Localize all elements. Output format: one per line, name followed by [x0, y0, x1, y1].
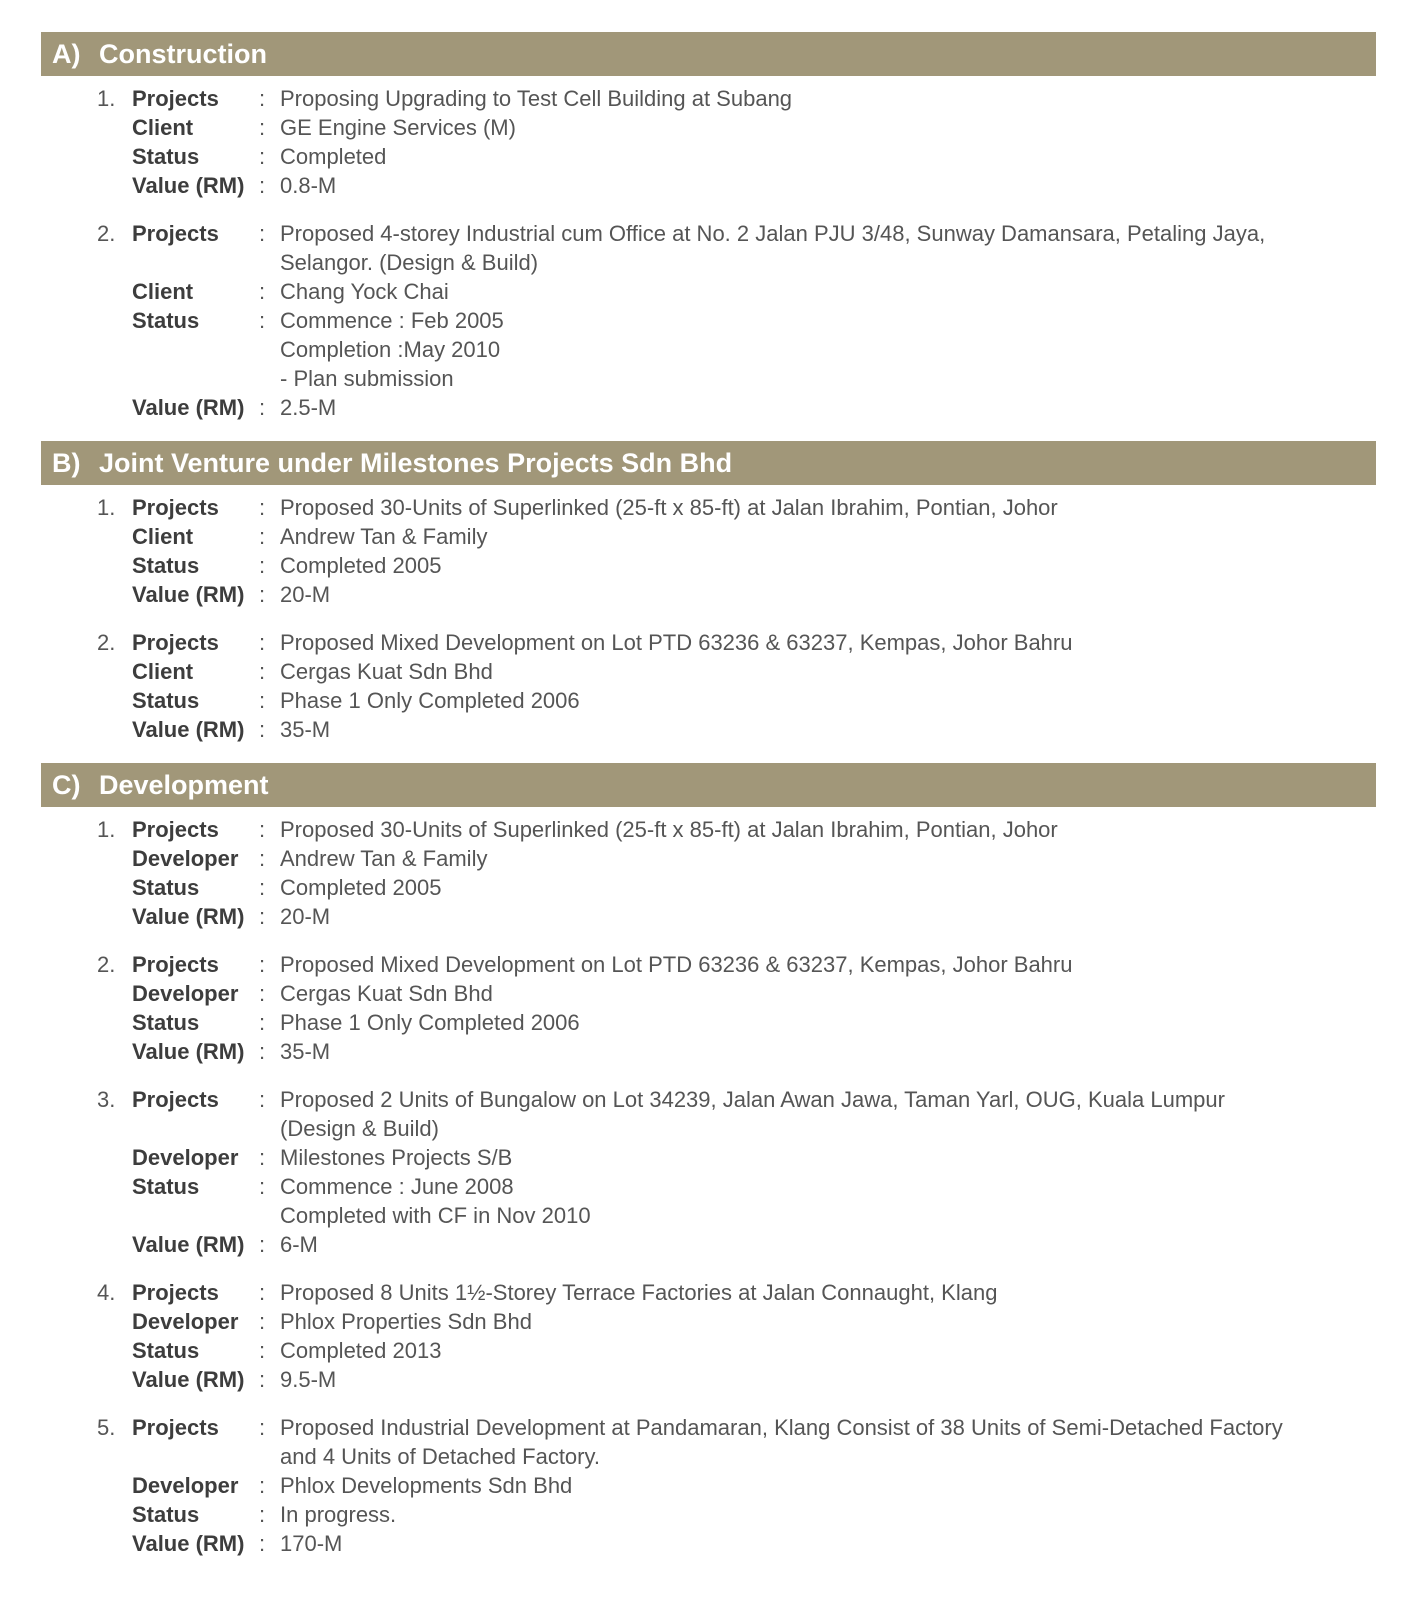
field-colon: : [259, 1087, 266, 1112]
field-label: Status [132, 144, 200, 169]
field-colon: : [259, 1473, 266, 1498]
field-label: Value (RM) [132, 717, 245, 742]
field-value-line: Phase 1 Only Completed 2006 [280, 1010, 580, 1035]
field-value [280, 1413, 1387, 1471]
field-row [97, 551, 1387, 580]
field-row [97, 715, 1387, 744]
field-value [280, 686, 1387, 715]
project-item [97, 219, 1387, 422]
section-header [41, 32, 1376, 76]
project-number: 5. [97, 1415, 116, 1440]
field-colon: : [259, 688, 266, 713]
field-label: Value (RM) [132, 1232, 245, 1257]
project-number: 2. [97, 630, 116, 655]
field-colon: : [259, 717, 266, 742]
field-row [97, 1085, 1387, 1143]
field-value-line: In progress. [280, 1502, 397, 1527]
field-colon: : [259, 1338, 266, 1363]
field-value-line: Andrew Tan & Family [280, 846, 488, 871]
section-title: Joint Venture under Milestones Projects Sdn Bhd [99, 447, 733, 478]
section-title: Development [99, 769, 269, 800]
field-colon: : [259, 582, 266, 607]
field-value-line: - Plan submission [280, 366, 454, 391]
field-label: Projects [132, 1280, 219, 1305]
field-value-line: Completed 2005 [280, 553, 442, 578]
field-value-line: GE Engine Services (M) [280, 115, 516, 140]
project-item [97, 815, 1387, 931]
field-value-line: Proposed Industrial Development at Pandamaran, Klang Consist of 38 Units of Semi-Detached Factory [280, 1415, 1283, 1440]
field-row [97, 1500, 1387, 1529]
field-label: Developer [132, 1309, 239, 1334]
field-row [97, 979, 1387, 1008]
field-row [97, 1413, 1387, 1471]
section [0, 763, 1417, 1558]
field-value [280, 1471, 1387, 1500]
field-value [280, 522, 1387, 551]
field-value [280, 950, 1387, 979]
field-row [97, 873, 1387, 902]
field-row [97, 1307, 1387, 1336]
field-colon: : [259, 1280, 266, 1305]
project-item [97, 1413, 1387, 1558]
field-label: Projects [132, 817, 219, 842]
field-value-line: Proposed Mixed Development on Lot PTD 63236 & 63237, Kempas, Johor Bahru [280, 952, 1073, 977]
field-label: Projects [132, 1415, 219, 1440]
field-row [97, 1336, 1387, 1365]
field-value [280, 1529, 1387, 1558]
field-value [280, 844, 1387, 873]
field-row [97, 844, 1387, 873]
field-value-line: Selangor. (Design & Build) [280, 250, 539, 275]
field-label: Value (RM) [132, 1039, 245, 1064]
field-value-line: Completed with CF in Nov 2010 [280, 1203, 591, 1228]
field-value-line: Proposed Mixed Development on Lot PTD 63236 & 63237, Kempas, Johor Bahru [280, 630, 1073, 655]
field-value-line: 35-M [280, 717, 331, 742]
project-number: 2. [97, 221, 116, 246]
field-value-line: 0.8-M [280, 173, 337, 198]
field-label: Value (RM) [132, 1367, 245, 1392]
field-label: Projects [132, 221, 219, 246]
project-item [97, 628, 1387, 744]
section-header [41, 441, 1376, 485]
field-label: Value (RM) [132, 173, 245, 198]
field-row [97, 580, 1387, 609]
field-label: Status [132, 308, 200, 333]
field-value-line: Proposing Upgrading to Test Cell Building at Subang [280, 86, 793, 111]
field-value [280, 580, 1387, 609]
field-value [280, 873, 1387, 902]
section [0, 32, 1417, 422]
project-number: 1. [97, 86, 116, 111]
project-list-document [0, 32, 1417, 1577]
field-value-line: Andrew Tan & Family [280, 524, 488, 549]
field-row [97, 657, 1387, 686]
field-value [280, 219, 1387, 277]
field-row [97, 1365, 1387, 1394]
field-row [97, 1037, 1387, 1066]
field-value-line: Proposed 8 Units 1½-Storey Terrace Factories at Jalan Connaught, Klang [280, 1280, 998, 1305]
section-header [41, 763, 1376, 807]
field-value [280, 1278, 1387, 1307]
field-colon: : [259, 1531, 266, 1556]
field-row [97, 493, 1387, 522]
field-value [280, 306, 1387, 393]
project-item [97, 1085, 1387, 1259]
project-number: 2. [97, 952, 116, 977]
field-label: Client [132, 659, 194, 684]
field-value-line: Commence : June 2008 [280, 1174, 514, 1199]
field-colon: : [259, 875, 266, 900]
field-value-line: Proposed 30-Units of Superlinked (25-ft x 85-ft) at Jalan Ibrahim, Pontian, Johor [280, 495, 1058, 520]
field-label: Value (RM) [132, 395, 245, 420]
field-value-line: Completed [280, 144, 387, 169]
field-colon: : [259, 308, 266, 333]
field-value-line: 35-M [280, 1039, 331, 1064]
field-value [280, 1365, 1387, 1394]
field-colon: : [259, 817, 266, 842]
field-label: Status [132, 1174, 200, 1199]
field-value-line: 170-M [280, 1531, 343, 1556]
field-value [280, 1037, 1387, 1066]
field-label: Projects [132, 630, 219, 655]
field-row [97, 628, 1387, 657]
field-value [280, 84, 1387, 113]
field-value [280, 277, 1387, 306]
field-value [280, 628, 1387, 657]
field-colon: : [259, 395, 266, 420]
field-label: Projects [132, 86, 219, 111]
field-colon: : [259, 524, 266, 549]
section-title: Construction [99, 38, 267, 69]
field-row [97, 902, 1387, 931]
field-colon: : [259, 495, 266, 520]
project-list [0, 76, 1417, 422]
project-list [0, 807, 1417, 1558]
field-value [280, 815, 1387, 844]
field-colon: : [259, 86, 266, 111]
field-value [280, 1307, 1387, 1336]
field-value-line: Proposed 2 Units of Bungalow on Lot 34239, Jalan Awan Jawa, Taman Yarl, OUG, Kuala Lumpur [280, 1087, 1225, 1112]
field-label: Status [132, 1010, 200, 1035]
field-value-line: 9.5-M [280, 1367, 337, 1392]
field-value [280, 171, 1387, 200]
field-row [97, 1172, 1387, 1230]
field-row [97, 1529, 1387, 1558]
field-value [280, 551, 1387, 580]
field-row [97, 1278, 1387, 1307]
field-value [280, 142, 1387, 171]
field-label: Status [132, 1502, 200, 1527]
field-value-line: Completion :May 2010 [280, 337, 501, 362]
field-value-line: Milestones Projects S/B [280, 1145, 513, 1170]
field-value [280, 715, 1387, 744]
field-row [97, 1471, 1387, 1500]
field-row [97, 686, 1387, 715]
field-label: Status [132, 875, 200, 900]
field-value-line: Proposed 4-storey Industrial cum Office at No. 2 Jalan PJU 3/48, Sunway Damansara, Petaling Jaya, [280, 221, 1266, 246]
project-item [97, 950, 1387, 1066]
field-label: Status [132, 688, 200, 713]
field-value-line: Proposed 30-Units of Superlinked (25-ft x 85-ft) at Jalan Ibrahim, Pontian, Johor [280, 817, 1058, 842]
field-row [97, 950, 1387, 979]
field-colon: : [259, 115, 266, 140]
field-colon: : [259, 1010, 266, 1035]
project-number: 4. [97, 1280, 116, 1305]
field-row [97, 306, 1387, 393]
field-value [280, 1172, 1387, 1230]
field-row [97, 522, 1387, 551]
section-letter: A) [52, 38, 81, 69]
field-value-line: (Design & Build) [280, 1116, 439, 1141]
field-value [280, 1336, 1387, 1365]
field-label: Client [132, 115, 194, 140]
field-colon: : [259, 630, 266, 655]
field-row [97, 393, 1387, 422]
field-value [280, 113, 1387, 142]
field-row [97, 815, 1387, 844]
field-value [280, 1008, 1387, 1037]
field-row [97, 1230, 1387, 1259]
field-value [280, 393, 1387, 422]
section-letter: B) [52, 447, 81, 478]
field-value-line: Completed 2013 [280, 1338, 442, 1363]
field-value [280, 1143, 1387, 1172]
field-label: Client [132, 279, 194, 304]
field-value-line: and 4 Units of Detached Factory. [280, 1444, 600, 1469]
field-value-line: 2.5-M [280, 395, 337, 420]
field-colon: : [259, 553, 266, 578]
field-value [280, 493, 1387, 522]
field-label: Projects [132, 952, 219, 977]
field-label: Projects [132, 495, 219, 520]
field-row [97, 84, 1387, 113]
section [0, 441, 1417, 744]
field-value [280, 902, 1387, 931]
section-letter: C) [52, 769, 81, 800]
field-colon: : [259, 173, 266, 198]
field-value [280, 657, 1387, 686]
field-colon: : [259, 1145, 266, 1170]
field-value [280, 1230, 1387, 1259]
field-label: Value (RM) [132, 582, 245, 607]
field-colon: : [259, 904, 266, 929]
field-value-line: Cergas Kuat Sdn Bhd [280, 659, 493, 684]
field-value [280, 1500, 1387, 1529]
field-colon: : [259, 1502, 266, 1527]
field-label: Projects [132, 1087, 219, 1112]
field-value [280, 979, 1387, 1008]
field-value-line: 20-M [280, 582, 331, 607]
field-value-line: Commence : Feb 2005 [280, 308, 504, 333]
field-value [280, 1085, 1387, 1143]
project-number: 1. [97, 817, 116, 842]
field-row [97, 219, 1387, 277]
field-label: Developer [132, 1473, 239, 1498]
field-colon: : [259, 144, 266, 169]
field-row [97, 171, 1387, 200]
field-colon: : [259, 1232, 266, 1257]
field-colon: : [259, 952, 266, 977]
field-row [97, 113, 1387, 142]
project-number: 3. [97, 1087, 116, 1112]
field-label: Developer [132, 1145, 239, 1170]
field-value-line: 6-M [280, 1232, 318, 1257]
field-colon: : [259, 1039, 266, 1064]
field-value-line: 20-M [280, 904, 331, 929]
field-colon: : [259, 846, 266, 871]
field-value-line: Chang Yock Chai [280, 279, 449, 304]
project-number: 1. [97, 495, 116, 520]
project-item [97, 493, 1387, 609]
field-colon: : [259, 981, 266, 1006]
field-row [97, 277, 1387, 306]
field-row [97, 1143, 1387, 1172]
field-label: Value (RM) [132, 904, 245, 929]
field-colon: : [259, 659, 266, 684]
field-label: Status [132, 553, 200, 578]
project-list [0, 485, 1417, 744]
field-row [97, 1008, 1387, 1037]
field-label: Status [132, 1338, 200, 1363]
field-label: Value (RM) [132, 1531, 245, 1556]
field-label: Developer [132, 981, 239, 1006]
field-value-line: Completed 2005 [280, 875, 442, 900]
field-colon: : [259, 1415, 266, 1440]
project-item [97, 84, 1387, 200]
field-value-line: Phlox Properties Sdn Bhd [280, 1309, 532, 1334]
field-row [97, 142, 1387, 171]
field-value-line: Phase 1 Only Completed 2006 [280, 688, 580, 713]
field-colon: : [259, 279, 266, 304]
field-value-line: Phlox Developments Sdn Bhd [280, 1473, 573, 1498]
field-colon: : [259, 1174, 266, 1199]
field-label: Client [132, 524, 194, 549]
field-colon: : [259, 1367, 266, 1392]
field-label: Developer [132, 846, 239, 871]
field-value-line: Cergas Kuat Sdn Bhd [280, 981, 493, 1006]
project-item [97, 1278, 1387, 1394]
field-colon: : [259, 1309, 266, 1334]
field-colon: : [259, 221, 266, 246]
